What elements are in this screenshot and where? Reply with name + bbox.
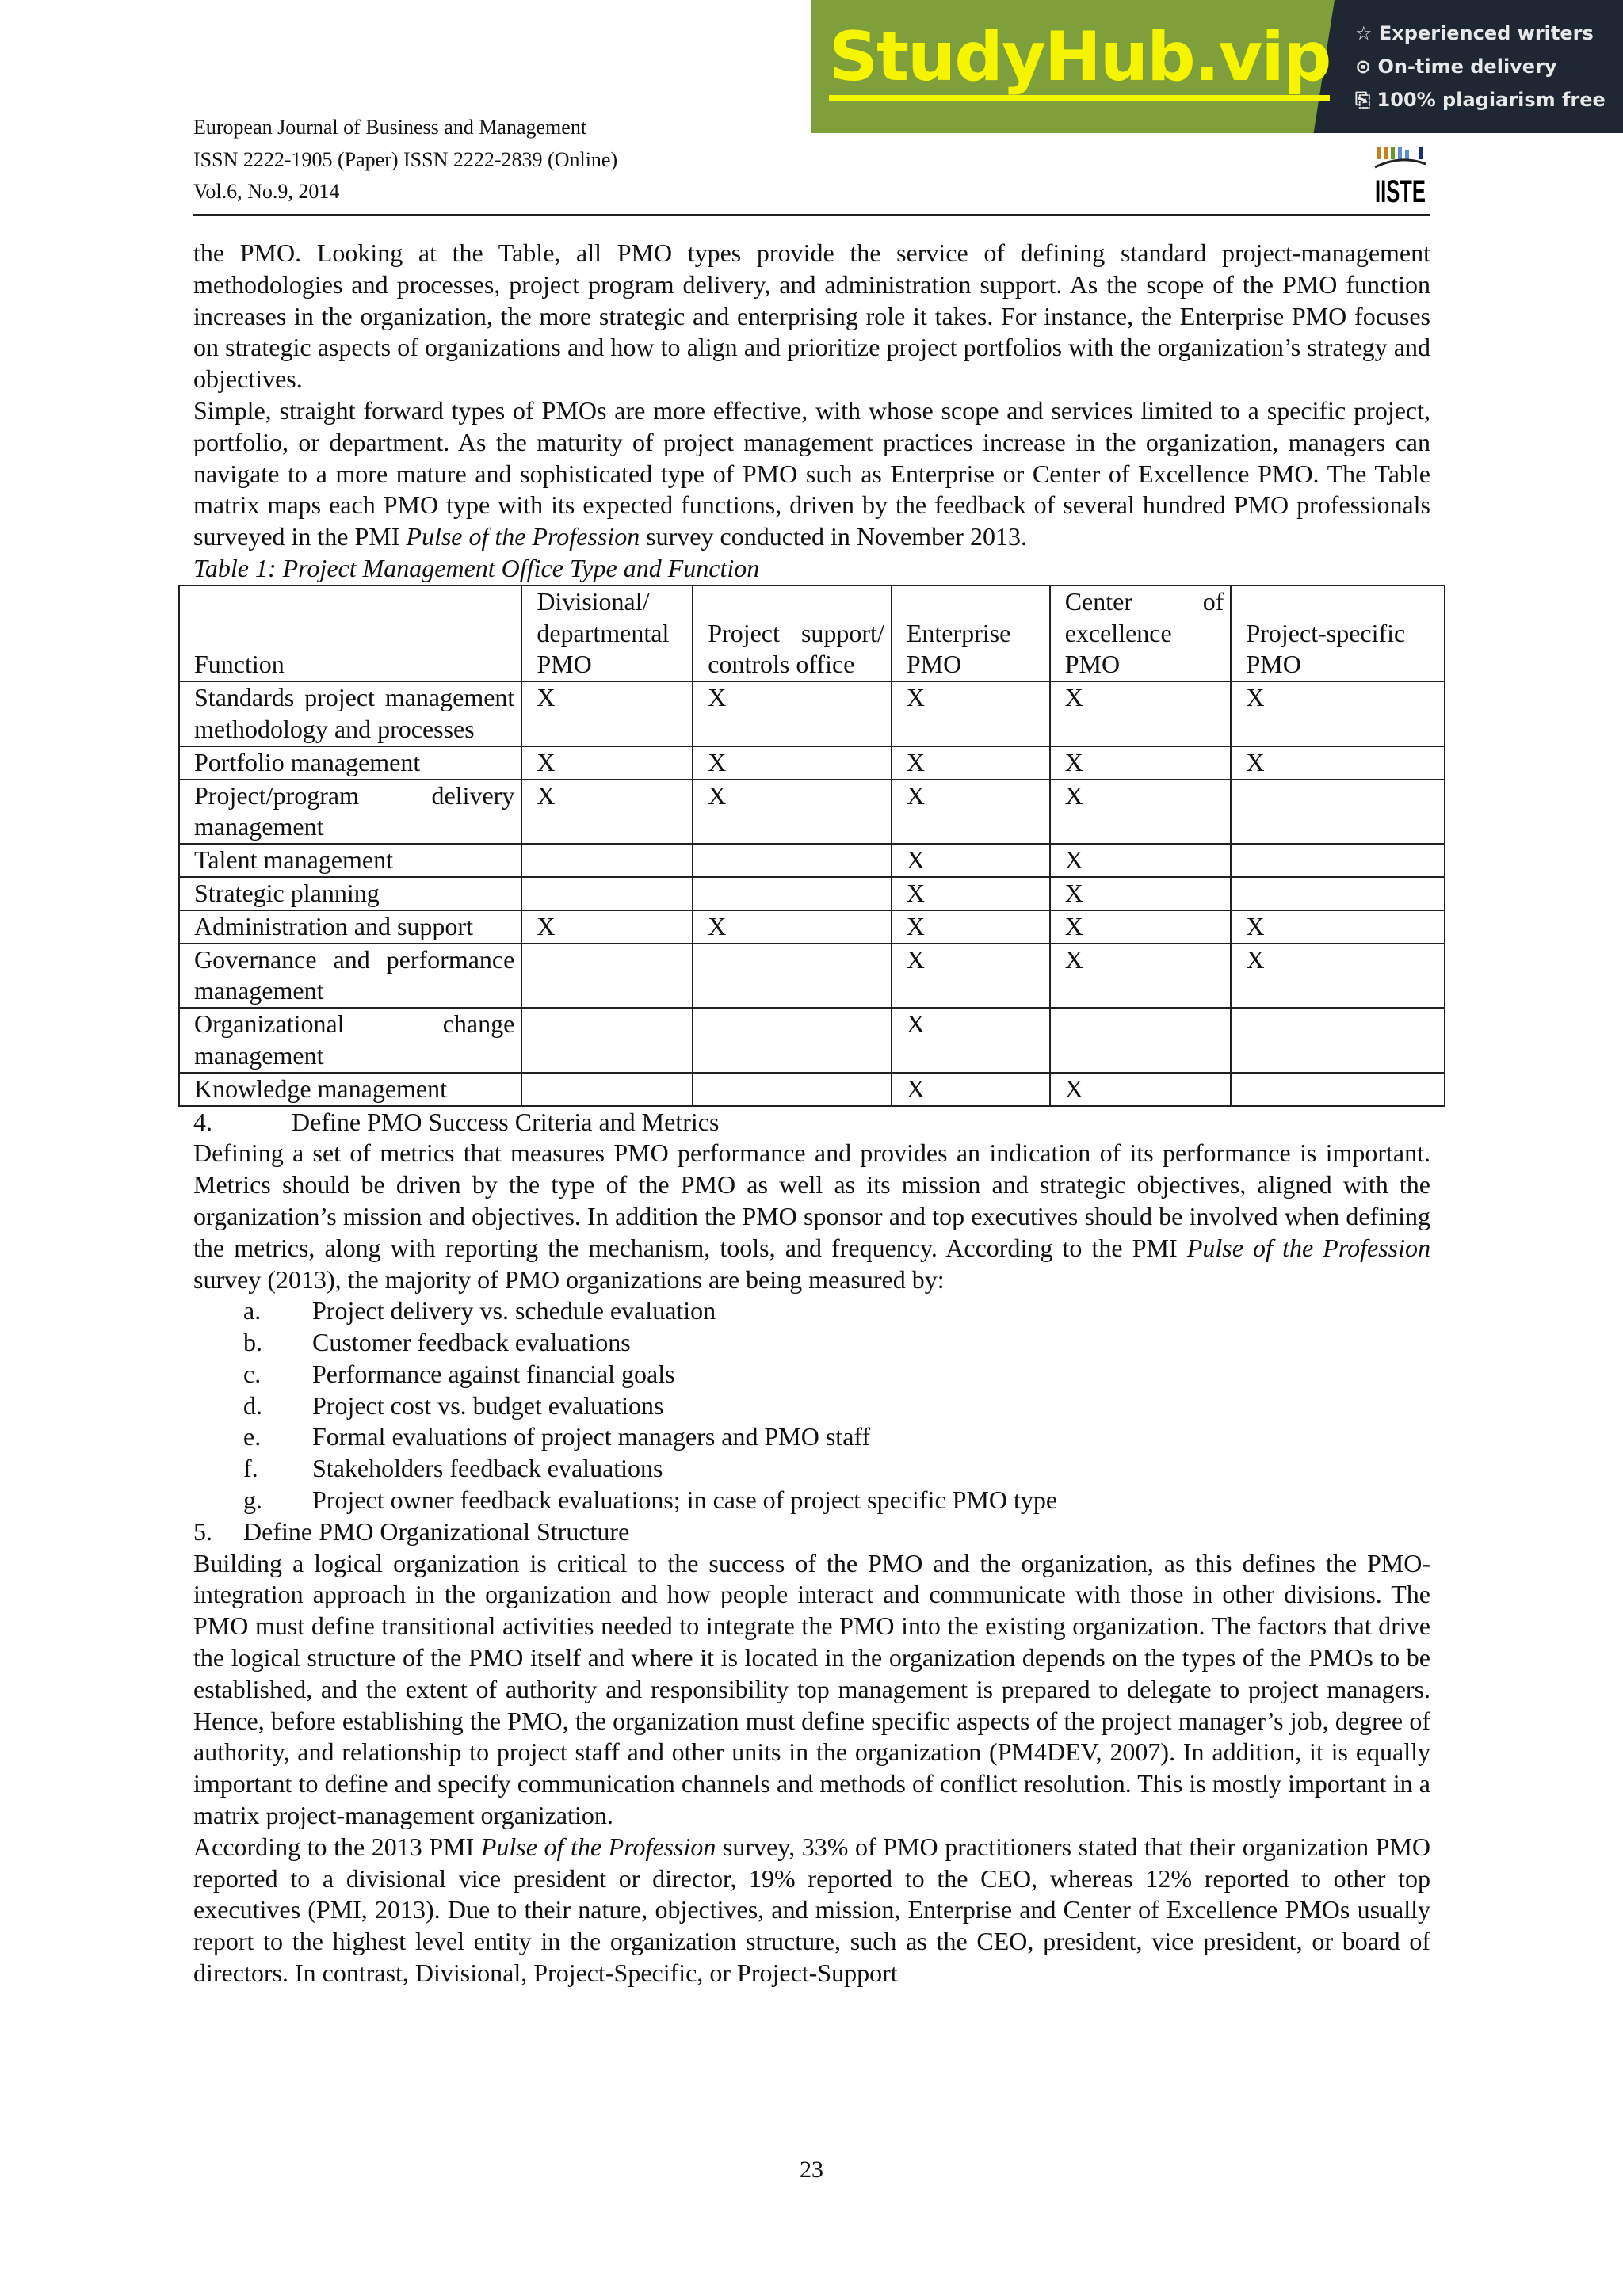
section-heading-5: 5. Define PMO Organizational Structure — [193, 1516, 630, 1546]
function-cell: Project/program delivery management — [179, 780, 521, 845]
list-text: Customer feedback evaluations — [312, 1328, 631, 1357]
list-item — [193, 1390, 1430, 1422]
mark-cell — [521, 944, 693, 1009]
mark-cell — [1231, 877, 1445, 910]
list-item — [193, 1485, 1430, 1516]
mark-cell: X — [693, 780, 892, 845]
banner-feature: ⎘ 100% plagiarism free — [1355, 89, 1606, 111]
list-text: Project delivery vs. schedule evaluation — [312, 1296, 716, 1325]
list-marker: e. — [243, 1422, 262, 1451]
list-text: Project owner feedback evaluations; in case of project specific PMO type — [312, 1486, 1058, 1515]
mark-cell: X — [892, 1073, 1050, 1106]
page-number: 23 — [800, 2157, 823, 2183]
mark-cell: X — [1050, 780, 1232, 845]
column-header: Project support/ controls office — [693, 585, 892, 681]
paragraph: Simple, straight forward types of PMOs are more effective, with whose scope and services limited to a specific project, portfolio, or department. As the maturity of project management practices increase in the organization, managers can navigate to a more mature and sophisticated type of PMO such as Enterprise or Center of Excellence PMO. The Table matrix maps each PMO type with its expected functions, driven by the feedback of several hundred PMO professionals surveyed in the PMI Pulse of the Profession survey conducted in November 2013. — [193, 395, 1430, 551]
mark-cell: X — [1231, 910, 1445, 944]
function-cell: Organizational change management — [179, 1008, 521, 1073]
table-row — [179, 780, 1445, 845]
column-header: Divisional/ departmental PMO — [521, 585, 693, 681]
table-row — [179, 1008, 1445, 1073]
table-row — [179, 1073, 1445, 1106]
mark-cell: X — [892, 910, 1050, 944]
mark-cell: X — [693, 746, 892, 780]
mark-cell: X — [521, 681, 693, 746]
mark-cell — [693, 1008, 892, 1073]
mark-cell: X — [892, 746, 1050, 780]
list-item — [193, 1295, 1430, 1327]
mark-cell: X — [1050, 877, 1232, 910]
mark-cell: X — [693, 681, 892, 746]
list-text: Stakeholders feedback evaluations — [312, 1454, 663, 1483]
studyhub-banner[interactable] — [812, 0, 1623, 133]
function-cell: Talent management — [179, 844, 521, 877]
pmo-function-table — [178, 585, 1445, 1107]
mark-cell — [1231, 844, 1445, 877]
mark-cell: X — [892, 1008, 1050, 1073]
mark-cell: X — [1050, 944, 1232, 1009]
list-marker: d. — [243, 1390, 262, 1420]
mark-cell: X — [1050, 910, 1232, 944]
table-row — [179, 681, 1445, 746]
function-cell: Strategic planning — [179, 877, 521, 910]
mark-cell — [693, 944, 892, 1009]
mark-cell: X — [693, 910, 892, 944]
issn: ISSN 2222-1905 (Paper) ISSN 2222-2839 (Online) — [193, 148, 618, 171]
mark-cell — [1231, 1008, 1445, 1073]
banner-feature: ☆ Experienced writers — [1355, 22, 1594, 44]
mark-cell: X — [1050, 746, 1232, 780]
mark-cell: X — [1231, 944, 1445, 1009]
table-row — [179, 944, 1445, 1009]
list-marker: g. — [243, 1486, 262, 1515]
journal-name: European Journal of Business and Management — [193, 116, 587, 139]
list-text: Project cost vs. budget evaluations — [312, 1390, 664, 1420]
table-row — [179, 746, 1445, 780]
table-row — [179, 910, 1445, 944]
column-header: Function — [179, 585, 521, 681]
mark-cell — [521, 844, 693, 877]
table-caption: Table 1: Project Management Office Type and Function — [193, 553, 760, 582]
function-cell: Portfolio management — [179, 746, 521, 780]
column-header: Center of excellence PMO — [1050, 585, 1232, 681]
metrics-list — [193, 1295, 1430, 1516]
volume: Vol.6, No.9, 2014 — [193, 180, 340, 203]
mark-cell: X — [892, 944, 1050, 1009]
section-heading-4: 4. Define PMO Success Criteria and Metrics — [193, 1107, 720, 1136]
header-rule — [193, 214, 1430, 216]
mark-cell: X — [892, 844, 1050, 877]
list-marker: a. — [243, 1296, 262, 1325]
list-item — [193, 1421, 1430, 1453]
list-marker: c. — [243, 1359, 262, 1388]
list-text: Formal evaluations of project managers and PMO staff — [312, 1422, 871, 1451]
mark-cell — [521, 1073, 693, 1106]
mark-cell — [521, 877, 693, 910]
paragraph: Building a logical organization is critical to the success of the PMO and the organization, as this defines the PMO-integration approach in the organization and how people interact and communicate with those in other divisions. The PMO must define transitional activities needed to integrate the PMO into the existing organization. The factors that drive the logical structure of the PMO itself and where it is located in the organization depends on the types of the PMOs to be established, and the extent of authority and responsibility top management is prepared to delegate to project managers. Hence, before establishing the PMO, the organization must define specific aspects of the project manager’s job, degree of authority, and relationship to project staff and other units in the organization (PM4DEV, 2007). In addition, it is equally important to define and specify communication channels and methods of conflict resolution. This is mostly important in a matrix project-management organization. — [193, 1548, 1430, 1830]
mark-cell: X — [521, 910, 693, 944]
mark-cell: X — [892, 681, 1050, 746]
function-cell: Administration and support — [179, 910, 521, 944]
mark-cell — [693, 1073, 892, 1106]
mark-cell: X — [1231, 746, 1445, 780]
mark-cell — [1231, 780, 1445, 845]
mark-cell — [693, 877, 892, 910]
paragraph: According to the 2013 PMI Pulse of the Profession survey, 33% of PMO practitioners stated that their organization PMO reported to a divisional vice president or director, 19% reported to the CEO, whereas 12% reported to other top executives (PMI, 2013). Due to their nature, objectives, and mission, Enterprise and Center of Excellence PMOs usually report to the highest level entity in the organization structure, such as the CEO, president, vice president, or board of directors. In contrast, Divisional, Project-Specific, or Project-Support — [193, 1832, 1431, 1988]
mark-cell — [1231, 1073, 1445, 1106]
table-row — [179, 844, 1445, 877]
paragraph: Defining a set of metrics that measures PMO performance and provides an indication of its performance is important. Metrics should be driven by the type of the PMO as well as its mission and strategic objectives, aligned with the organization’s mission and objectives. In addition the PMO sponsor and top executives should be involved when defining the metrics, along with reporting the mechanism, tools, and frequency. According to the PMI Pulse of the Profession survey (2013), the majority of PMO organizations are being measured by: — [193, 1138, 1431, 1294]
list-item — [193, 1359, 1430, 1390]
function-cell: Governance and performance management — [179, 944, 521, 1009]
banner-feature: ⊙ On-time delivery — [1355, 55, 1557, 78]
list-text: Performance against financial goals — [312, 1359, 675, 1388]
mark-cell: X — [1231, 681, 1445, 746]
iiste-logo — [1375, 147, 1427, 209]
mark-cell: X — [521, 780, 693, 845]
svg-text:IISTE: IISTE — [1375, 174, 1426, 209]
mark-cell — [521, 1008, 693, 1073]
mark-cell: X — [892, 780, 1050, 845]
banner-brand: StudyHub.vip — [829, 19, 1330, 101]
column-header: Enterprise PMO — [892, 585, 1050, 681]
mark-cell — [693, 844, 892, 877]
table-row — [179, 877, 1445, 910]
list-marker: b. — [243, 1328, 262, 1357]
mark-cell: X — [1050, 844, 1232, 877]
mark-cell: X — [521, 746, 693, 780]
mark-cell: X — [892, 877, 1050, 910]
list-item — [193, 1453, 1430, 1485]
table-header-row — [179, 585, 1445, 681]
function-cell: Standards project management methodology and processes — [179, 681, 521, 746]
list-marker: f. — [243, 1454, 258, 1483]
function-cell: Knowledge management — [179, 1073, 521, 1106]
paragraph: the PMO. Looking at the Table, all PMO types provide the service of defining standard project-management methodologies and processes, project program delivery, and administration support. As the scope of the PMO function increases in the organization, the more strategic and enterprising role it takes. For instance, the Enterprise PMO focuses on strategic aspects of organizations and how to align and prioritize project portfolios with the organization’s strategy and objectives. — [193, 238, 1430, 394]
list-item — [193, 1327, 1430, 1359]
mark-cell — [1050, 1008, 1232, 1073]
mark-cell: X — [1050, 1073, 1232, 1106]
mark-cell: X — [1050, 681, 1232, 746]
column-header: Project-specific PMO — [1231, 585, 1445, 681]
